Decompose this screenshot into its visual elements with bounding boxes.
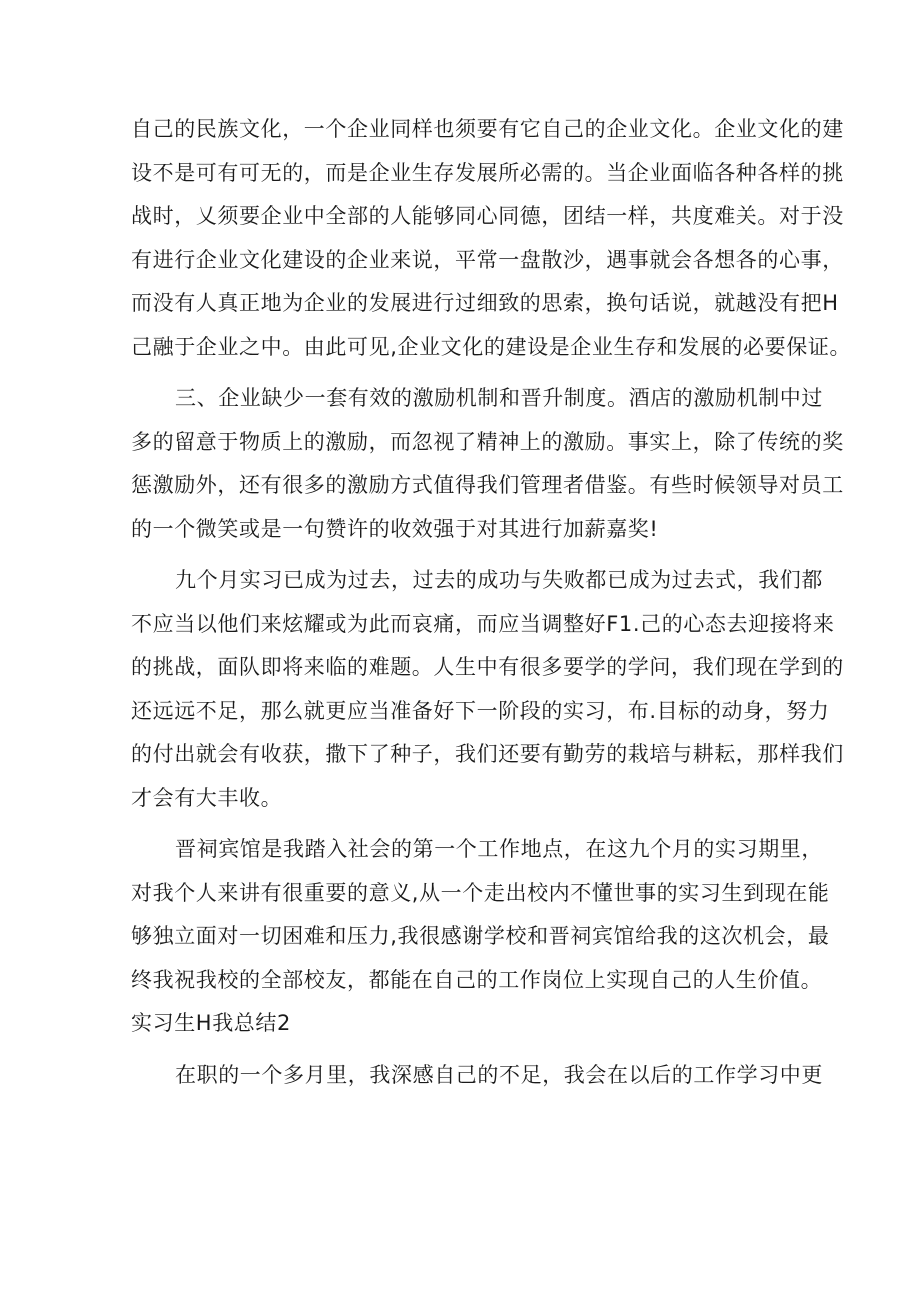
text-line: 才会有大丰收。 <box>131 785 283 810</box>
text-line: 而没有人真正地为企业的发展进行过细致的思索，换句话说，就越没有把H <box>131 291 839 315</box>
text-line: 己融于企业之中。由此可见,企业文化的建设是企业生存和发展的必要保证。 <box>131 334 852 359</box>
text-line: 够独立面对一切困难和压力,我很感谢学校和晋祠宾馆给我的这次机会，最 <box>131 924 830 948</box>
text-line: 自己的民族文化，一个企业同样也须要有它自己的企业文化。企业文化的建 <box>131 117 844 141</box>
paragraph-final <box>131 1054 823 1098</box>
text-line: 对我个人来讲有很重要的意义,从一个走出校内不懂世事的实习生到现在能 <box>131 880 830 905</box>
text-line: 终我祝我校的全部校友，都能在自己的工作岗位上实现自己的人生价值。 <box>131 967 823 992</box>
paragraph-reflection <box>131 559 844 820</box>
text-line: 在职的一个多月里，我深感自己的不足，我会在以后的工作学习中更 <box>175 1062 823 1087</box>
text-line: 九个月实习已成为过去，过去的成功与失败都已成为过去式，我们都 <box>175 568 823 592</box>
text-line: 惩激励外，还有很多的激励方式值得我们管理者借鉴。有些时候领导对员工 <box>131 473 844 497</box>
text-line: 的一个微笑或是一句赞许的收效强于对其进行加薪嘉奖! <box>131 516 659 541</box>
text-line: 的挑战，面队即将来临的难题。人生中有很多要学的学问，我们现在学到的 <box>131 655 844 679</box>
section-heading: 实习生H我总结2 <box>131 1011 291 1035</box>
text-line: 的付出就会有收获，撒下了种子，我们还要有勤劳的栽培与耕耘，那样我们 <box>131 742 844 766</box>
text-line: 战时，乂须要企业中全部的人能够同心同德，团结一样，共度难关。对于没 <box>131 204 844 228</box>
paragraph-culture <box>131 108 852 369</box>
text-line: 不应当以他们来炫耀或为此而哀痛，而应当调整好F1.己的心态去迎接将来 <box>131 611 835 636</box>
text-line: 晋祠宾馆是我踏入社会的第一个工作地点，在这九个月的实习期里， <box>175 837 823 861</box>
document-body <box>131 108 852 1097</box>
text-line: 设不是可有可无的，而是企业生存发展所必需的。当企业面临各种各样的挑 <box>131 160 844 185</box>
paragraph-gratitude <box>131 828 830 1002</box>
paragraph-incentive <box>131 377 844 551</box>
text-line: 还远远不足，那么就更应当准备好下一阶段的实习，布.目标的动身，努力 <box>131 698 830 723</box>
text-line: 三、企业缺少一套有效的激励机制和晋升制度。酒店的激励机制中过 <box>175 386 823 410</box>
text-line: 有进行企业文化建设的企业来说，平常一盘散沙，遇事就会各想各的心事， <box>131 247 844 272</box>
text-line: 多的留意于物质上的激励，而忽视了精神上的激励。事实上，除了传统的奖 <box>131 429 844 454</box>
